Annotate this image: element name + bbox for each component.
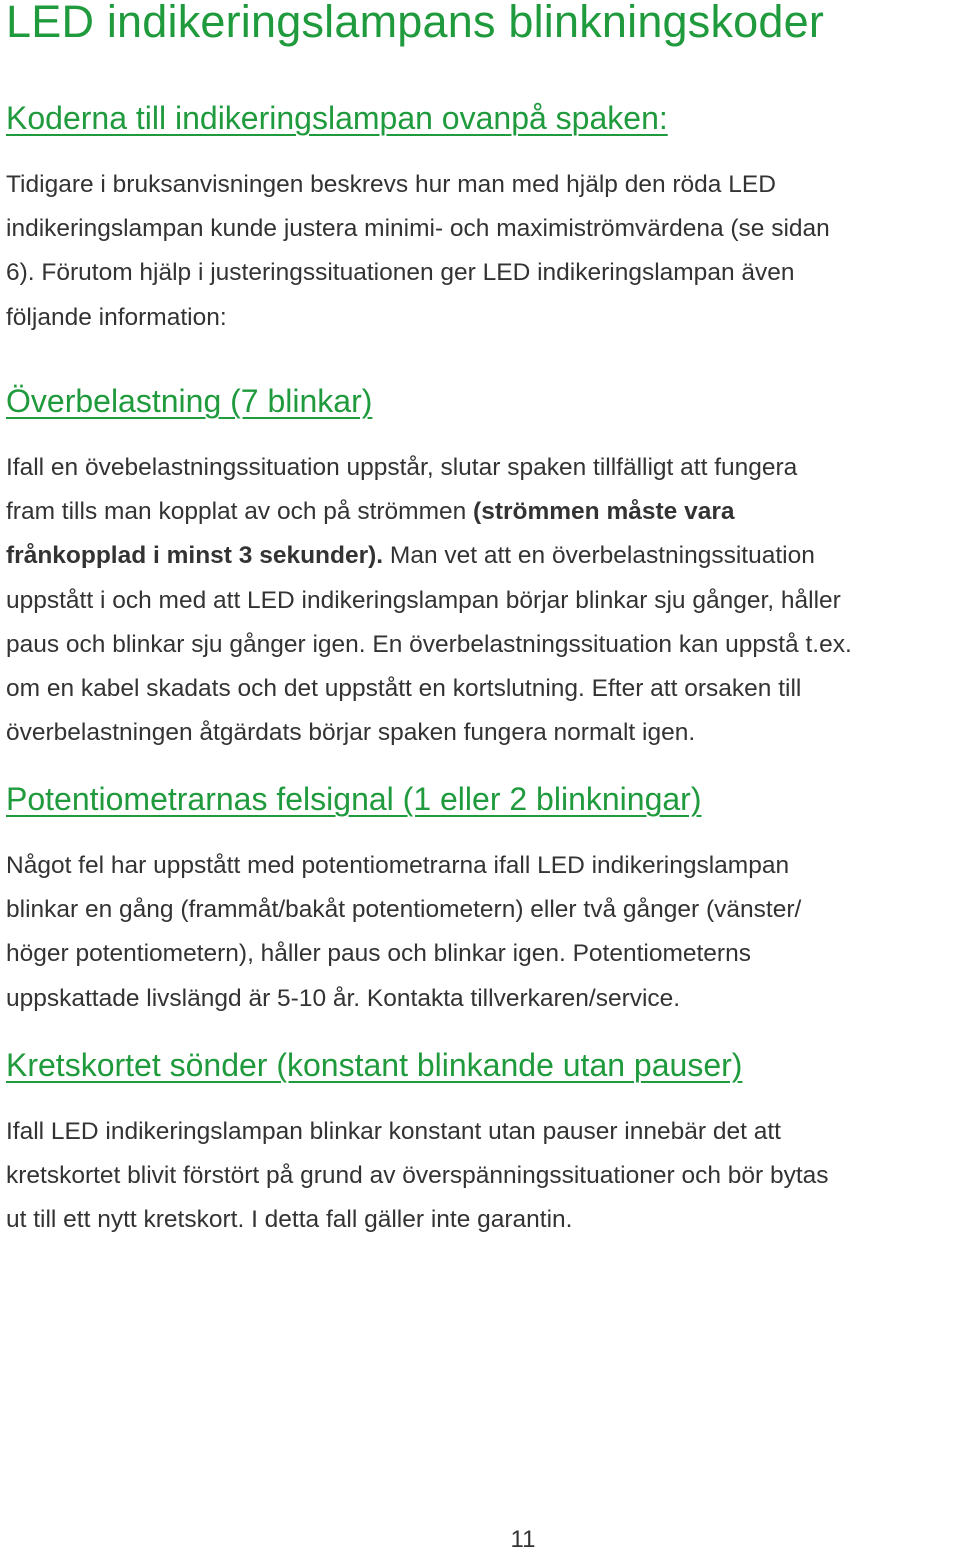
overload-heading: Överbelastning (7 blinkar) (6, 383, 373, 419)
potentiometer-line: blinkar en gång (frammåt/bakåt potentiometern) eller två gånger (vänster/ (6, 896, 802, 924)
intro-line: följande information: (6, 303, 227, 331)
overload-emphasis: (strömmen måste vara (473, 498, 735, 526)
intro-line: indikeringslampan kunde justera minimi- och maximiströmvärdena (se sidan (6, 215, 830, 243)
overload-line (6, 534, 958, 578)
potentiometer-heading: Potentiometrarnas felsignal (1 eller 2 blinkningar) (6, 781, 702, 817)
circuit-paragraph (6, 1110, 958, 1243)
page-number: 11 (510, 1526, 536, 1553)
page-title: LED indikeringslampans blinkningskoder (6, 0, 825, 47)
circuit-line: Ifall LED indikeringslampan blinkar konstant utan pauser innebär det att (6, 1118, 781, 1145)
overload-text: fram tills man kopplat av och på strömmen (6, 498, 474, 526)
overload-paragraph (6, 446, 958, 755)
overload-line (6, 490, 958, 534)
overload-text: Man vet att en överbelastningssituation (383, 542, 815, 570)
overload-line: paus och blinkar sju gånger igen. En överbelastningssituation kan uppstå t.ex. (6, 630, 852, 658)
overload-line: överbelastningen åtgärdats börjar spaken fungera normalt igen. (6, 719, 696, 747)
circuit-heading: Kretskortet sönder (konstant blinkande utan pauser) (6, 1047, 743, 1083)
overload-line: uppstått i och med att LED indikeringslampan börjar blinkar sju gånger, håller (6, 586, 841, 614)
overload-line: om en kabel skadats och det uppstått en kortslutning. Efter att orsaken till (6, 675, 802, 703)
circuit-line: ut till ett nytt kretskort. I detta fall gäller inte garantin. (6, 1206, 573, 1234)
potentiometer-line: uppskattade livslängd är 5-10 år. Kontakta tillverkaren/service. (6, 984, 681, 1012)
intro-line: Tidigare i bruksanvisningen beskrevs hur man med hjälp den röda LED (6, 171, 776, 198)
potentiometer-paragraph (6, 844, 958, 1021)
potentiometer-line: höger potentiometern), håller paus och blinkar igen. Potentiometerns (6, 940, 751, 968)
potentiometer-line: Något fel har uppstått med potentiometrarna ifall LED indikeringslampan (6, 852, 790, 879)
overload-emphasis: frånkopplad i minst 3 sekunder). (6, 542, 384, 570)
intro-heading: Koderna till indikeringslampan ovanpå spaken: (6, 100, 668, 136)
intro-line: 6). Förutom hjälp i justeringssituationen ger LED indikeringslampan även (6, 259, 795, 287)
intro-paragraph (6, 163, 958, 340)
circuit-line: kretskortet blivit förstört på grund av överspänningssituationer och bör bytas (6, 1162, 829, 1190)
overload-line: Ifall en övebelastningssituation uppstår, slutar spaken tillfälligt att fungera (6, 454, 798, 481)
